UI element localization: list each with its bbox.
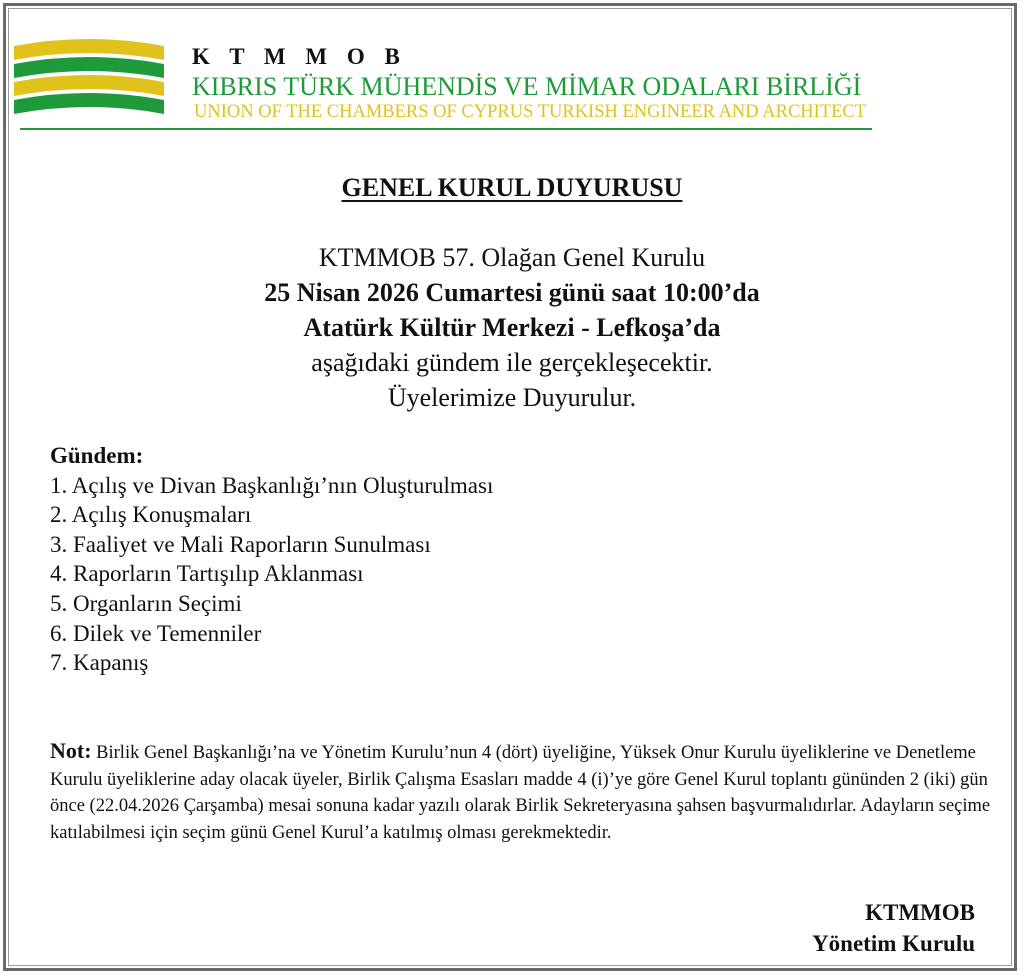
note-paragraph bbox=[50, 738, 1010, 846]
agenda-item: 7. Kapanış bbox=[50, 650, 149, 676]
agenda-heading: Gündem: bbox=[50, 443, 144, 468]
meeting-name: KTMMOB 57. Olağan Genel Kurulu bbox=[318, 243, 706, 272]
announcement-closing: Üyelerimize Duyurulur. bbox=[387, 383, 637, 412]
agenda-item: 4. Raporların Tartışılıp Aklanması bbox=[50, 561, 364, 587]
note-label: Not: bbox=[50, 738, 92, 763]
org-name-english: UNION OF THE CHAMBERS OF CYPRUS TURKISH ENGINEER AND ARCHITECT bbox=[194, 102, 867, 122]
agenda-item: 6. Dilek ve Temenniler bbox=[50, 620, 262, 646]
meeting-description: aşağıdaki gündem ile gerçekleşecektir. bbox=[311, 348, 713, 377]
note-text: Birlik Genel Başkanlığı’na ve Yönetim Kurulu’nun 4 (dört) üyeliğine, Yüksek Onur Kurulu üyeliklerine ve Denetleme Kurulu üyeliklerine aday olacak üyeler, Birlik Çalışma Esasları madde 4 (i)’ye göre Genel Kurul toplantı gününden 2 (iki) gün önce (22.04.2026 Çarşamba) mesai sonuna kadar yazılı olarak Birlik Sekreteryasına şahsen başvurmalıdırlar. Adayların seçime katılabilmesi için seçim günü Genel Kurul’a katılmış olması gerekmektedir. bbox=[50, 743, 991, 843]
signature-org: KTMMOB bbox=[865, 900, 975, 925]
announcement-title bbox=[0, 173, 1024, 203]
org-name-turkish: KIBRIS TÜRK MÜHENDİS VE MİMAR ODALARI BİRLİĞİ bbox=[192, 72, 862, 101]
org-abbreviation: K T M M O B bbox=[192, 44, 407, 69]
agenda-item: 3. Faaliyet ve Mali Raporların Sunulması bbox=[50, 531, 431, 557]
agenda-item: 2. Açılış Konuşmaları bbox=[50, 502, 252, 528]
header-divider bbox=[20, 128, 872, 130]
agenda-item: 5. Organların Seçimi bbox=[50, 590, 242, 616]
agenda-list bbox=[50, 471, 493, 678]
announcement-title-text: GENEL KURUL DUYURUSU bbox=[341, 173, 683, 202]
signature-block bbox=[812, 897, 975, 959]
meeting-date-time: 25 Nisan 2026 Cumartesi günü saat 10:00’da bbox=[264, 278, 760, 307]
agenda-section bbox=[50, 441, 493, 678]
agenda-item: 1. Açılış ve Divan Başkanlığı’nın Oluşturulması bbox=[50, 472, 494, 498]
signature-board: Yönetim Kurulu bbox=[812, 931, 975, 956]
ktmmob-logo-icon bbox=[14, 38, 168, 120]
meeting-venue: Atatürk Kültür Merkezi - Lefkoşa’da bbox=[303, 313, 721, 342]
announcement-body bbox=[0, 240, 1024, 415]
